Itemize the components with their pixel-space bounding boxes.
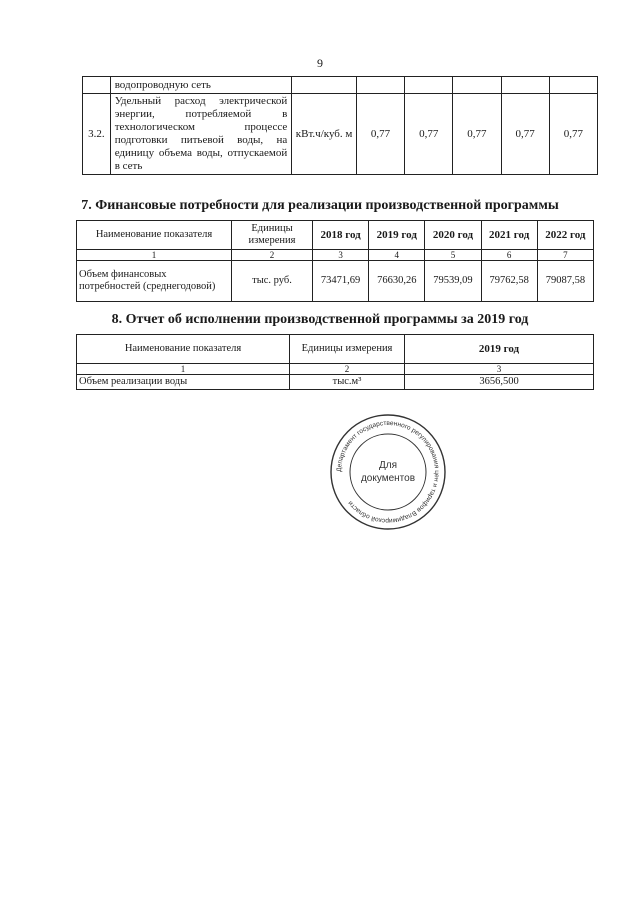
column-header: 2022 год	[537, 221, 593, 250]
stamp-line-1: Для	[378, 460, 398, 471]
value-cell: 0,77	[405, 94, 453, 175]
value-cell: 76630,26	[369, 261, 425, 302]
row-number: 3.2.	[83, 94, 111, 175]
official-stamp	[328, 412, 448, 532]
value-cell: 79087,58	[537, 261, 593, 302]
table-row	[83, 77, 598, 94]
unit-cell: тыс.м³	[290, 375, 405, 390]
section-8-title: 8. Отчет об исполнении производственной программы за 2019 год	[111, 312, 529, 327]
table-header-row	[77, 335, 594, 364]
value-cell: 0,77	[356, 94, 404, 175]
column-header: 2019 год	[369, 221, 425, 250]
index-row: 1 2 3	[77, 364, 594, 375]
value-cell: 73471,69	[313, 261, 369, 302]
unit-cell: кВт.ч/куб. м	[292, 94, 357, 175]
table-row	[83, 94, 598, 175]
table-row	[77, 261, 594, 302]
continuation-text: водопроводную сеть	[110, 77, 292, 94]
index-row: 1 2 3 4 5 6 7	[77, 250, 594, 261]
column-header: Наименование показателя	[77, 221, 232, 250]
column-header: 2019 год	[405, 335, 594, 364]
value-cell: 79539,09	[425, 261, 481, 302]
indicator-name: Удельный расход электрической энергии, потребляемой в технологическом процессе подготовки питьевой воды, на единицу объема воды, отпускаемой в сеть	[110, 94, 292, 175]
column-header: Наименование показателя	[77, 335, 290, 364]
indicators-table	[82, 76, 598, 175]
value-cell: 3656,500	[405, 375, 594, 390]
value-cell: 0,77	[453, 94, 501, 175]
page-number: 9	[317, 56, 323, 70]
indicator-name: Объем финансовых потребностей (среднегодовой)	[77, 261, 232, 302]
column-header: Единицы измерения	[290, 335, 405, 364]
column-header: 2020 год	[425, 221, 481, 250]
financial-needs-table	[76, 220, 594, 302]
table-row	[77, 375, 594, 390]
column-header: Единицы измерения	[232, 221, 313, 250]
indicator-name: Объем реализации воды	[77, 375, 290, 390]
value-cell: 0,77	[549, 94, 597, 175]
table-header-row	[77, 221, 594, 250]
value-cell: 79762,58	[481, 261, 537, 302]
column-header: 2021 год	[481, 221, 537, 250]
stamp-ring-text: Департамент государственного регулирования цен и тарифов Владимирской области	[335, 419, 441, 525]
stamp-line-2: документов	[360, 473, 416, 484]
column-header: 2018 год	[313, 221, 369, 250]
program-report-table	[76, 334, 594, 390]
unit-cell: тыс. руб.	[232, 261, 313, 302]
value-cell: 0,77	[501, 94, 549, 175]
section-7-title: 7. Финансовые потребности для реализации производственной программы	[81, 198, 559, 213]
